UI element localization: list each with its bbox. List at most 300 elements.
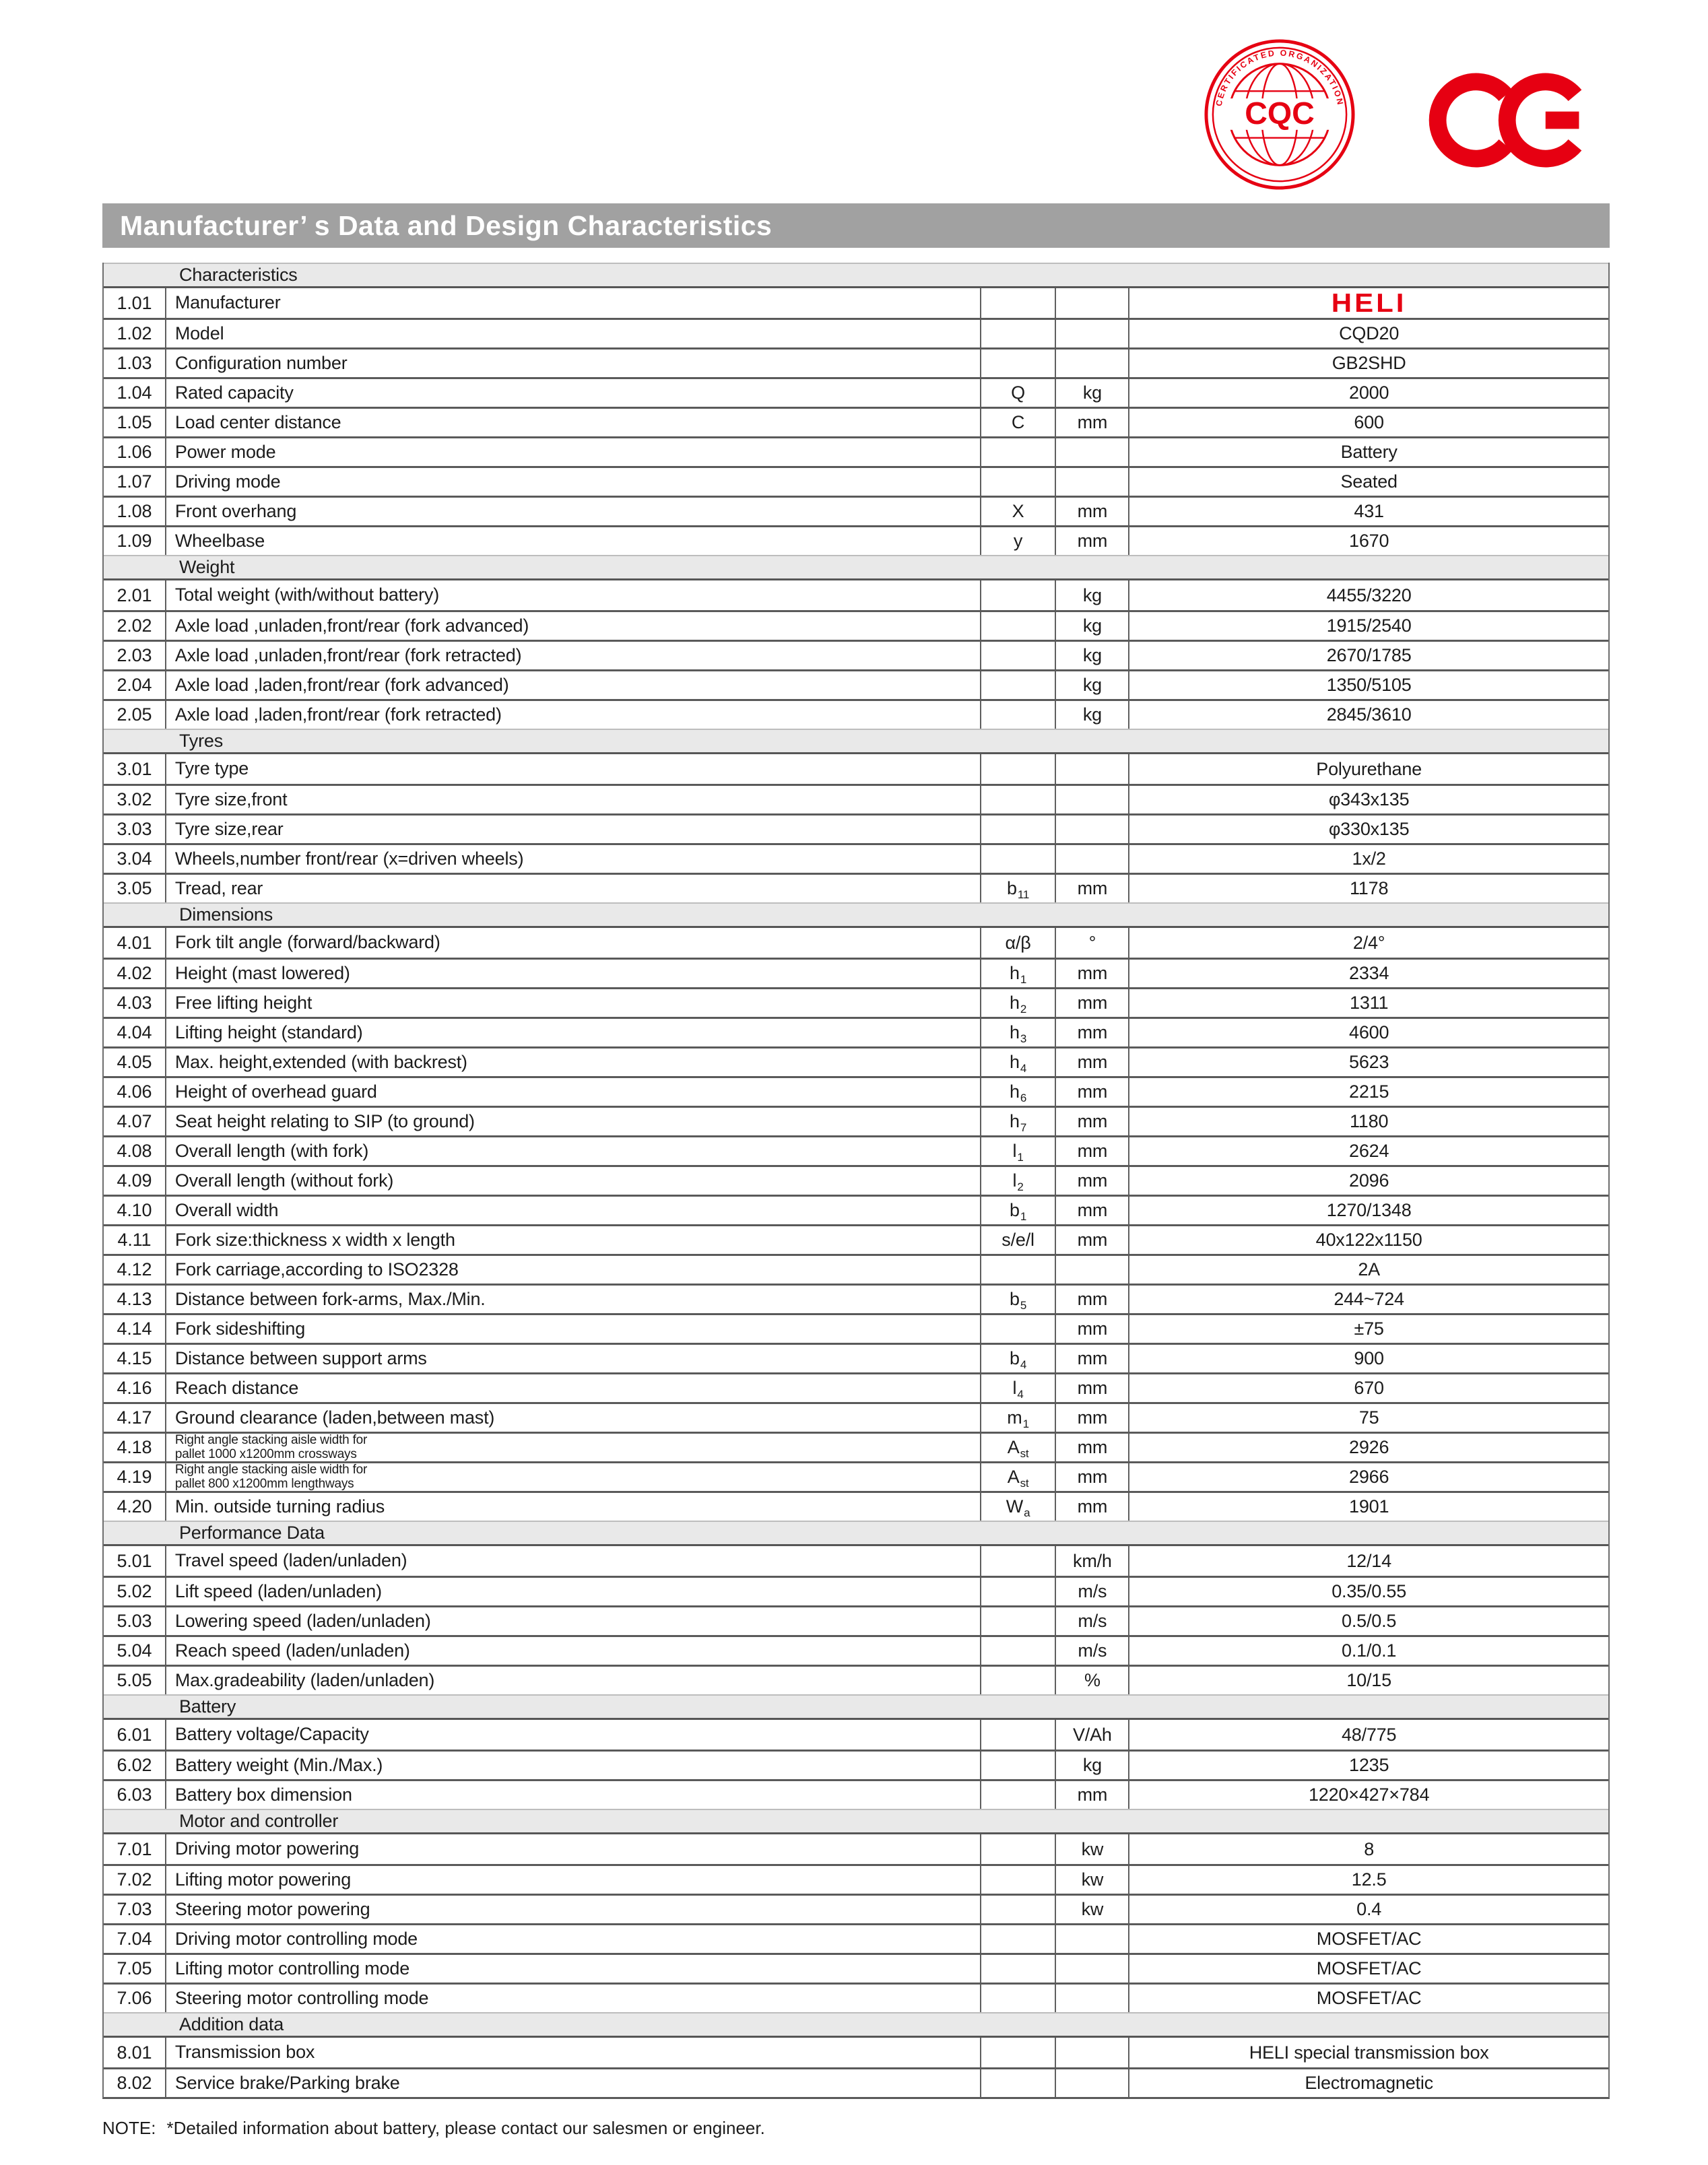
row-unit: mm	[1055, 1374, 1128, 1402]
row-symbol	[980, 1985, 1055, 2012]
row-unit: mm	[1055, 409, 1128, 436]
row-unit	[1055, 349, 1128, 377]
row-value-text: HELI special transmission box	[1249, 2042, 1489, 2063]
row-symbol	[980, 320, 1055, 347]
row-value	[1128, 1781, 1608, 1809]
row-description	[165, 1374, 980, 1402]
row-value-text: Electromagnetic	[1305, 2073, 1433, 2093]
row-description	[165, 2069, 980, 2097]
row-unit: mm	[1055, 960, 1128, 987]
row-symbol	[980, 815, 1055, 843]
row-value-text: 2624	[1349, 1141, 1389, 1161]
row-symbol	[980, 1925, 1055, 1953]
row-symbol	[980, 845, 1055, 873]
row-description-text: Right angle stacking aisle width for	[174, 1432, 368, 1447]
row-description-text: Ground clearance (laden,between mast)	[174, 1407, 495, 1428]
row-value-text: 1901	[1349, 1496, 1389, 1517]
row-number: 5.02	[117, 1581, 152, 1601]
row-value	[1128, 527, 1608, 555]
row-description	[165, 928, 980, 958]
row-value	[1128, 409, 1608, 436]
cqc-logo	[1203, 38, 1356, 191]
page-title-bar	[102, 203, 1610, 248]
row-unit: m/s	[1055, 1607, 1128, 1635]
row-description	[165, 1345, 980, 1372]
symbol-subscript: 4	[1020, 1061, 1027, 1075]
row-description-text: Driving motor powering	[174, 1838, 360, 1859]
row-value	[1128, 468, 1608, 496]
symbol-subscript: 4	[1020, 1358, 1027, 1371]
row-symbol	[980, 1667, 1055, 1694]
row-description-text: Axle load ,laden,front/rear (fork advanced)	[174, 674, 509, 695]
row-description-text: Tyre type	[174, 758, 249, 779]
row-symbol	[980, 1137, 1055, 1165]
row-symbol	[980, 612, 1055, 640]
symbol-base: h	[1010, 1022, 1020, 1042]
row-value	[1128, 875, 1608, 902]
row-number: 2.04	[117, 675, 152, 695]
row-description-text: Fork tilt angle (forward/backward)	[174, 932, 440, 953]
table-row	[104, 1343, 1608, 1372]
row-description	[165, 1720, 980, 1750]
section-header-row	[104, 263, 1608, 288]
page-title: Manufacturer’ s Data and Design Characteristics	[120, 209, 773, 241]
row-description	[165, 409, 980, 436]
row-symbol	[980, 468, 1055, 496]
row-symbol	[980, 1720, 1055, 1750]
row-unit: kw	[1055, 1866, 1128, 1894]
note	[102, 2118, 1610, 2139]
row-symbol	[980, 1463, 1055, 1491]
section-header-label: Characteristics	[179, 265, 298, 285]
row-description-text: Fork size:thickness x width x length	[174, 1229, 455, 1250]
table-row	[104, 1106, 1608, 1135]
row-description	[165, 1167, 980, 1195]
table-row	[104, 1461, 1608, 1491]
row-unit: mm	[1055, 1463, 1128, 1491]
row-value	[1128, 379, 1608, 407]
row-unit	[1055, 438, 1128, 466]
row-description	[165, 989, 980, 1017]
row-description-text: Tyre size,rear	[174, 818, 284, 839]
row-number: 4.04	[117, 1022, 152, 1042]
row-symbol	[980, 1578, 1055, 1605]
table-row	[104, 1165, 1608, 1195]
row-description-text: Height of overhead guard	[174, 1081, 377, 1102]
row-value-text: 2926	[1349, 1437, 1389, 1457]
row-unit: mm	[1055, 1019, 1128, 1046]
row-unit: kg	[1055, 612, 1128, 640]
row-value	[1128, 1637, 1608, 1665]
row-number: 4.15	[117, 1348, 152, 1368]
table-row	[104, 1750, 1608, 1779]
table-row	[104, 873, 1608, 902]
row-value-text: Seated	[1340, 471, 1398, 492]
table-row	[104, 1284, 1608, 1313]
row-description	[165, 1896, 980, 1923]
row-value-text: 1915/2540	[1326, 615, 1412, 636]
row-value-text: φ343x135	[1328, 789, 1410, 809]
row-unit: V/Ah	[1055, 1720, 1128, 1750]
table-row	[104, 1864, 1608, 1894]
table-row	[104, 784, 1608, 813]
row-symbol	[980, 1226, 1055, 1254]
row-symbol	[980, 1286, 1055, 1313]
row-description	[165, 612, 980, 640]
row-description-text: Battery weight (Min./Max.)	[174, 1754, 383, 1775]
symbol-base: h	[1010, 963, 1020, 983]
symbol-base: h	[1010, 1081, 1020, 1102]
row-unit: kg	[1055, 671, 1128, 699]
row-unit	[1055, 1925, 1128, 1953]
row-description-text: Manufacturer	[174, 292, 281, 313]
row-number: 6.01	[117, 1724, 152, 1745]
table-row	[104, 1894, 1608, 1923]
row-value	[1128, 1256, 1608, 1284]
row-unit: mm	[1055, 1048, 1128, 1076]
row-description	[165, 1637, 980, 1665]
row-value-text: ±75	[1354, 1319, 1384, 1339]
row-value	[1128, 2038, 1608, 2067]
row-value	[1128, 1048, 1608, 1076]
row-value-text: 10/15	[1346, 1670, 1391, 1690]
row-value-text: MOSFET/AC	[1316, 1958, 1422, 1978]
row-value-text: 1220×427×784	[1308, 1785, 1430, 1805]
row-symbol	[980, 1493, 1055, 1521]
row-number: 7.05	[117, 1958, 152, 1978]
row-unit: kw	[1055, 1834, 1128, 1864]
ce-logo	[1426, 67, 1583, 175]
row-number: 1.07	[117, 471, 152, 492]
row-value	[1128, 1834, 1608, 1864]
row-symbol	[980, 349, 1055, 377]
row-unit	[1055, 1256, 1128, 1284]
row-description	[165, 1866, 980, 1894]
row-description	[165, 1752, 980, 1779]
row-value-text: 4600	[1349, 1022, 1389, 1042]
table-row	[104, 1834, 1608, 1864]
row-description	[165, 875, 980, 902]
table-row	[104, 1313, 1608, 1343]
table-row	[104, 1779, 1608, 1809]
row-description-text: Overall length (without fork)	[174, 1170, 394, 1191]
row-value	[1128, 1667, 1608, 1694]
row-description-text: Overall width	[174, 1199, 279, 1220]
symbol-subscript: 1	[1022, 1417, 1029, 1430]
row-description	[165, 642, 980, 669]
row-description	[165, 1578, 980, 1605]
row-unit: mm	[1055, 527, 1128, 555]
table-row	[104, 1135, 1608, 1165]
row-value	[1128, 642, 1608, 669]
row-description-text: Model	[174, 323, 224, 343]
row-unit: kg	[1055, 642, 1128, 669]
row-number: 4.08	[117, 1141, 152, 1161]
row-number: 4.01	[117, 932, 152, 953]
section-header-label: Motor and controller	[179, 1811, 339, 1831]
row-value	[1128, 1197, 1608, 1224]
row-value-text: 1311	[1350, 993, 1389, 1013]
row-symbol	[980, 989, 1055, 1017]
table-row	[104, 580, 1608, 610]
row-number: 3.01	[117, 758, 152, 779]
cqc-center-text: CQC	[1245, 95, 1315, 131]
table-row	[104, 610, 1608, 640]
row-value	[1128, 1019, 1608, 1046]
row-description-text: Total weight (with/without battery)	[174, 585, 440, 605]
row-number: 3.02	[117, 789, 152, 809]
symbol-base: b	[1010, 1289, 1020, 1309]
row-value	[1128, 1315, 1608, 1343]
row-description-text: Distance between support arms	[174, 1347, 427, 1368]
row-number: 4.16	[117, 1378, 152, 1398]
row-number: 7.06	[117, 1988, 152, 2008]
row-value-text: 40x122x1150	[1315, 1230, 1422, 1250]
row-description	[165, 498, 980, 525]
row-symbol	[980, 1404, 1055, 1432]
row-value	[1128, 1404, 1608, 1432]
symbol-base: α/β	[1005, 932, 1031, 953]
row-description	[165, 438, 980, 466]
row-description	[165, 845, 980, 873]
row-description	[165, 349, 980, 377]
table-row	[104, 1605, 1608, 1635]
row-unit: mm	[1055, 1493, 1128, 1521]
row-unit: kg	[1055, 379, 1128, 407]
row-number: 6.02	[117, 1755, 152, 1775]
row-description-text-line2: pallet 800 x1200mm lengthways	[174, 1476, 354, 1491]
row-unit	[1055, 815, 1128, 843]
row-unit: °	[1055, 928, 1128, 958]
table-row	[104, 1953, 1608, 1983]
row-description	[165, 1434, 980, 1461]
row-value	[1128, 845, 1608, 873]
row-symbol	[980, 1834, 1055, 1864]
row-description-text: Lift speed (laden/unladen)	[174, 1580, 382, 1601]
row-value-text: 2/4°	[1352, 932, 1385, 953]
row-description-text: Distance between fork-arms, Max./Min.	[174, 1288, 486, 1309]
row-number: 4.03	[117, 993, 152, 1013]
row-number: 4.05	[117, 1052, 152, 1072]
row-symbol	[980, 2069, 1055, 2097]
row-description-text: Steering motor controlling mode	[174, 1987, 429, 2008]
table-row	[104, 377, 1608, 407]
row-description-text: Battery voltage/Capacity	[174, 1724, 369, 1745]
table-row	[104, 1017, 1608, 1046]
row-value	[1128, 612, 1608, 640]
row-unit: mm	[1055, 1197, 1128, 1224]
table-row	[104, 436, 1608, 466]
row-number: 6.03	[117, 1785, 152, 1805]
symbol-subscript: st	[1020, 1446, 1029, 1460]
row-description-text: Axle load ,unladen,front/rear (fork advanced)	[174, 615, 529, 636]
table-row	[104, 318, 1608, 347]
row-number: 2.01	[117, 585, 152, 605]
row-description-text: Service brake/Parking brake	[174, 2072, 400, 2093]
symbol-base: l	[1012, 1141, 1017, 1161]
row-symbol	[980, 1955, 1055, 1983]
row-symbol	[980, 1781, 1055, 1809]
row-unit: mm	[1055, 1108, 1128, 1135]
row-number: 5.03	[117, 1611, 152, 1631]
row-description	[165, 320, 980, 347]
symbol-subscript: 6	[1020, 1091, 1027, 1104]
row-value-text: 900	[1354, 1348, 1384, 1368]
row-value	[1128, 1345, 1608, 1372]
row-symbol	[980, 288, 1055, 318]
row-description-text: Axle load ,laden,front/rear (fork retracted)	[174, 704, 502, 725]
table-row	[104, 1254, 1608, 1284]
row-description-text: Fork carriage,according to ISO2328	[174, 1259, 459, 1279]
section-header-label: Battery	[179, 1696, 236, 1717]
row-description-text: Lifting motor controlling mode	[174, 1958, 410, 1978]
row-number: 4.10	[117, 1200, 152, 1220]
row-description-text-line2: pallet 1000 x1200mm crossways	[174, 1446, 357, 1461]
row-value	[1128, 320, 1608, 347]
row-description-text: Rated capacity	[174, 382, 294, 403]
table-row	[104, 1372, 1608, 1402]
table-row	[104, 407, 1608, 436]
row-unit: mm	[1055, 1345, 1128, 1372]
row-value	[1128, 1137, 1608, 1165]
row-unit	[1055, 1985, 1128, 2012]
row-number: 3.03	[117, 819, 152, 839]
row-symbol	[980, 1434, 1055, 1461]
row-symbol	[980, 671, 1055, 699]
row-description-text: Travel speed (laden/unladen)	[174, 1550, 407, 1571]
row-value-text: Battery	[1340, 442, 1398, 462]
row-description-text: Free lifting height	[174, 992, 313, 1013]
section-header-row	[104, 1521, 1608, 1546]
row-description	[165, 671, 980, 699]
row-description	[165, 468, 980, 496]
row-value	[1128, 1752, 1608, 1779]
row-symbol	[980, 928, 1055, 958]
row-symbol	[980, 1637, 1055, 1665]
ce-mark-icon	[1426, 67, 1583, 173]
table-row	[104, 1195, 1608, 1224]
row-description	[165, 1463, 980, 1491]
row-unit: mm	[1055, 1404, 1128, 1432]
row-value	[1128, 928, 1608, 958]
row-number: 7.04	[117, 1929, 152, 1949]
row-description-text: Battery box dimension	[174, 1784, 352, 1805]
table-row	[104, 2038, 1608, 2067]
row-description-text: Fork sideshifting	[174, 1318, 306, 1339]
symbol-base: h	[1010, 993, 1020, 1013]
row-description-text: Reach speed (laden/unladen)	[174, 1640, 410, 1661]
row-value	[1128, 1463, 1608, 1491]
row-value	[1128, 1078, 1608, 1106]
row-description-text: Max.gradeability (laden/unladen)	[174, 1669, 435, 1690]
row-value-text: 431	[1354, 501, 1384, 521]
table-row	[104, 1665, 1608, 1694]
row-symbol	[980, 786, 1055, 813]
row-description	[165, 1667, 980, 1694]
row-description	[165, 1137, 980, 1165]
symbol-subscript: 4	[1017, 1387, 1024, 1401]
table-row	[104, 347, 1608, 377]
row-description-text: Axle load ,unladen,front/rear (fork retracted)	[174, 644, 522, 665]
row-symbol	[980, 409, 1055, 436]
row-value	[1128, 580, 1608, 610]
row-value-text: 1178	[1350, 878, 1389, 898]
row-unit: kw	[1055, 1896, 1128, 1923]
row-number: 1.02	[117, 323, 152, 343]
table-row	[104, 496, 1608, 525]
row-description	[165, 1048, 980, 1076]
row-symbol	[980, 1108, 1055, 1135]
row-unit	[1055, 786, 1128, 813]
row-description-text: Lowering speed (laden/unladen)	[174, 1610, 431, 1631]
row-number: 7.02	[117, 1869, 152, 1890]
row-unit: mm	[1055, 498, 1128, 525]
section-header-row	[104, 2012, 1608, 2038]
row-number: 7.03	[117, 1899, 152, 1919]
row-unit: mm	[1055, 1434, 1128, 1461]
row-description	[165, 1925, 980, 1953]
symbol-base: W	[1006, 1496, 1024, 1517]
row-description	[165, 527, 980, 555]
row-description-text: Front overhang	[174, 500, 297, 521]
symbol-base: s/e/l	[1001, 1230, 1034, 1250]
row-value-text: 244~724	[1334, 1289, 1404, 1309]
symbol-subscript: a	[1024, 1506, 1030, 1519]
table-row	[104, 2067, 1608, 2097]
row-symbol	[980, 1752, 1055, 1779]
cqc-logo-graphic	[1203, 38, 1356, 191]
row-number: 4.09	[117, 1170, 152, 1191]
row-unit: km/h	[1055, 1546, 1128, 1576]
symbol-base: C	[1011, 412, 1025, 432]
table-row	[104, 1720, 1608, 1750]
row-value-text: 1270/1348	[1326, 1200, 1412, 1220]
cqc-arc-text: CERTIFICATED ORGANIZATION	[1214, 48, 1346, 107]
row-value	[1128, 1286, 1608, 1313]
row-value-text: 2000	[1349, 382, 1389, 403]
table-row	[104, 928, 1608, 958]
row-unit	[1055, 845, 1128, 873]
row-description	[165, 1315, 980, 1343]
table-row	[104, 1402, 1608, 1432]
row-symbol	[980, 1197, 1055, 1224]
row-number: 1.04	[117, 382, 152, 403]
row-symbol	[980, 642, 1055, 669]
row-symbol	[980, 2038, 1055, 2067]
symbol-subscript: st	[1020, 1476, 1029, 1490]
row-number: 4.12	[117, 1259, 152, 1279]
section-header-row	[104, 902, 1608, 928]
row-value	[1128, 1607, 1608, 1635]
row-unit: mm	[1055, 1137, 1128, 1165]
row-unit	[1055, 2038, 1128, 2067]
row-symbol	[980, 1315, 1055, 1343]
row-symbol	[980, 580, 1055, 610]
row-description	[165, 1985, 980, 2012]
row-unit	[1055, 1955, 1128, 1983]
row-number: 4.17	[117, 1407, 152, 1428]
row-number: 1.08	[117, 501, 152, 521]
row-value	[1128, 1493, 1608, 1521]
row-description-text: Tread, rear	[174, 877, 263, 898]
symbol-base: l	[1012, 1170, 1017, 1191]
row-description-text: Driving motor controlling mode	[174, 1928, 418, 1949]
row-number: 3.05	[117, 878, 152, 898]
table-row	[104, 843, 1608, 873]
row-number: 4.18	[117, 1437, 152, 1457]
row-unit: m/s	[1055, 1578, 1128, 1605]
row-description	[165, 1019, 980, 1046]
